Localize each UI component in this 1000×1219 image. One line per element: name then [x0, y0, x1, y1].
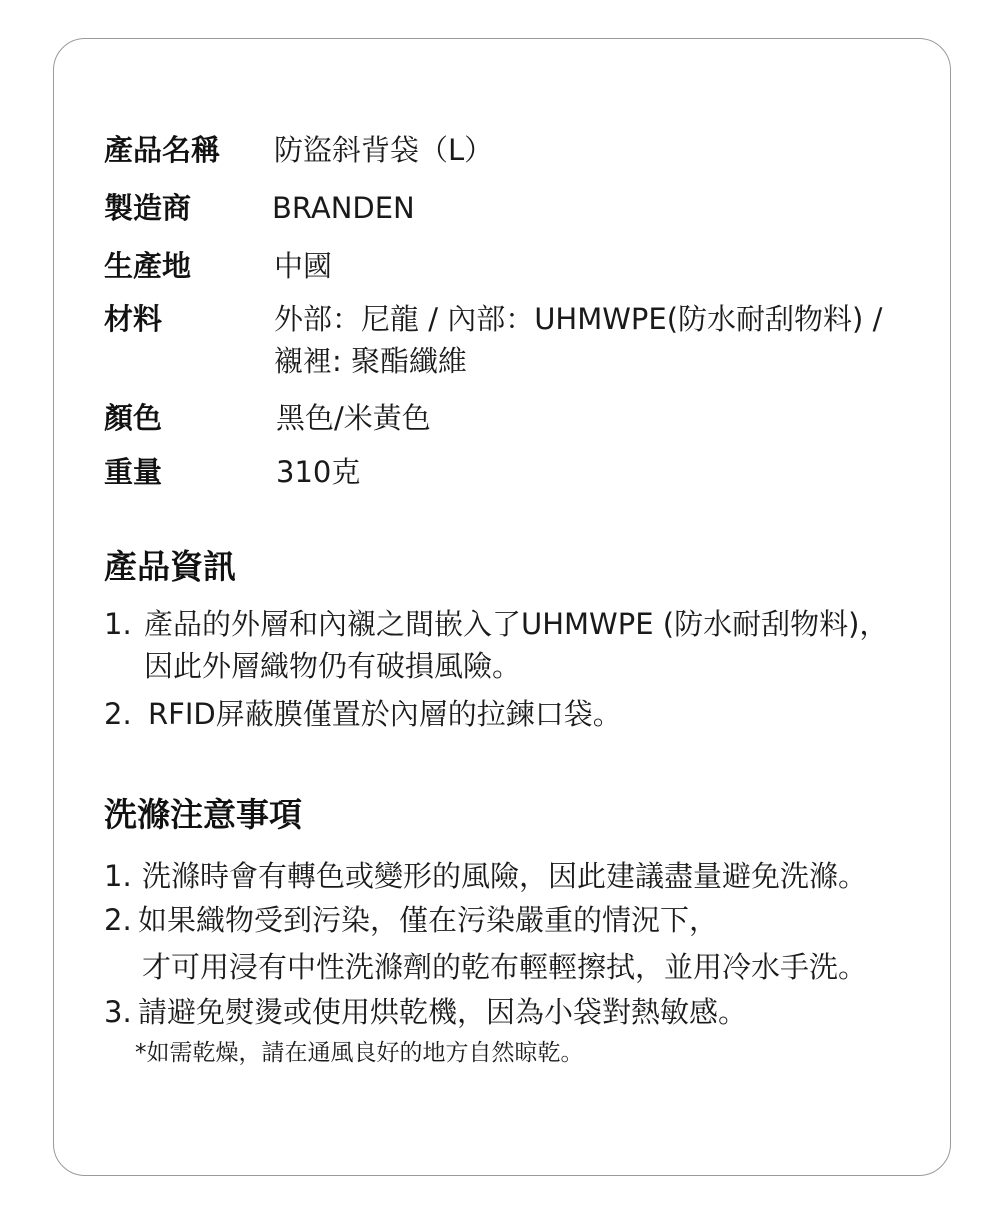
spec-label-manufacturer: 製造商 [104, 191, 192, 225]
spec-value-weight: 310克 [276, 455, 361, 489]
list-number: 1. [104, 859, 132, 893]
list-number: 3. [104, 995, 132, 1029]
list-text-line1: RFID屏蔽膜僅置於內層的拉鍊口袋。 [148, 697, 622, 731]
spec-value-material-line2: 襯裡: 聚酯纖維 [274, 344, 467, 378]
product-info-title: 產品資訊 [104, 547, 236, 586]
spec-value-color: 黑色/米黃色 [276, 401, 431, 435]
drying-note: *如需乾燥，請在通風良好的地方自然晾乾。 [135, 1040, 584, 1066]
spec-label-weight: 重量 [104, 455, 163, 489]
spec-label-product-name: 產品名稱 [104, 133, 221, 167]
spec-value-origin: 中國 [274, 249, 333, 283]
list-text-line1: 洗滌時會有轉色或變形的風險，因此建議盡量避免洗滌。 [142, 859, 868, 893]
spec-value-manufacturer: BRANDEN [272, 191, 415, 225]
list-number: 2. [104, 903, 132, 937]
spec-label-material: 材料 [104, 302, 163, 336]
care-title: 洗滌注意事項 [104, 795, 302, 834]
list-text-line1: 如果織物受到污染，僅在污染嚴重的情況下， [138, 903, 719, 937]
spec-value-material-line1: 外部：尼龍 / 內部：UHMWPE(防水耐刮物料) / [274, 302, 883, 336]
list-text-line2: 才可用浸有中性洗滌劑的乾布輕輕擦拭，並用冷水手洗。 [142, 950, 868, 984]
spec-label-color: 顏色 [104, 401, 163, 435]
spec-value-product-name: 防盜斜背袋（L） [274, 133, 494, 167]
list-number: 2. [104, 697, 132, 731]
list-text-line1: 請避免熨燙或使用烘乾機，因為小袋對熱敏感。 [138, 995, 748, 1029]
spec-label-origin: 生產地 [104, 249, 192, 283]
list-text-line2: 因此外層織物仍有破損風險。 [144, 649, 522, 683]
list-text-line1: 產品的外層和內襯之間嵌入了UHMWPE (防水耐刮物料)， [144, 607, 889, 641]
list-number: 1. [104, 607, 132, 641]
